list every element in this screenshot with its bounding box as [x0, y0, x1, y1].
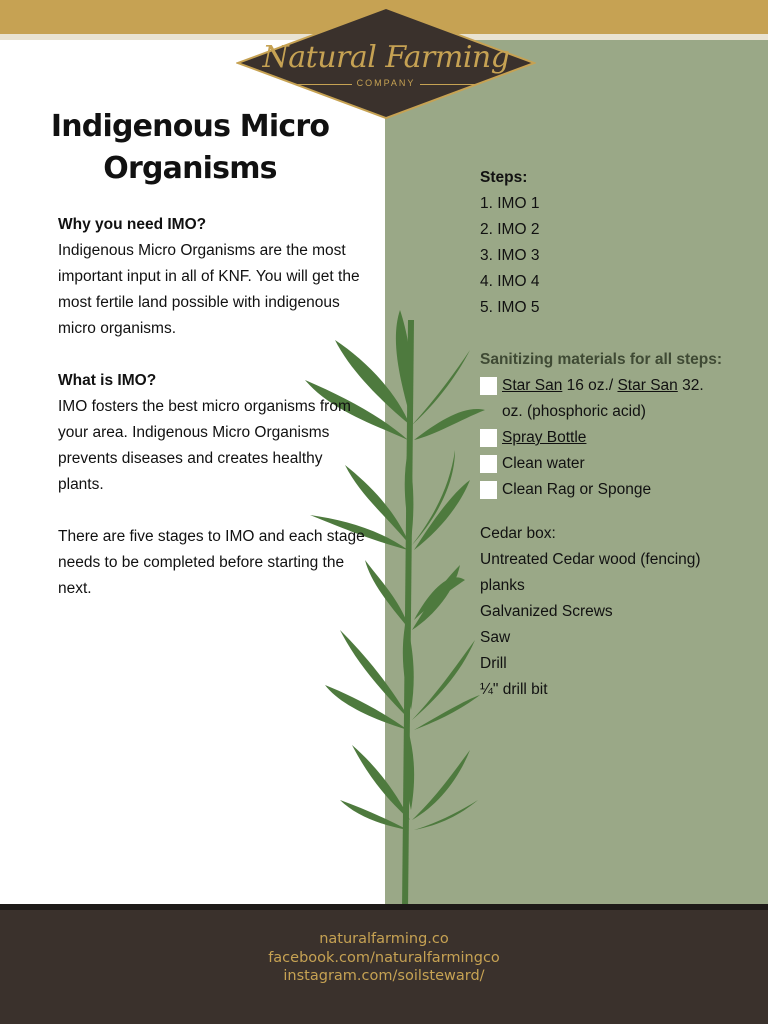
logo-title: Natural Farming [262, 40, 510, 75]
star-san-line-2: oz. (phosphoric acid) [502, 403, 646, 420]
checklist-item-clean-water [480, 451, 750, 477]
page-title [40, 106, 340, 190]
cedar-item: Saw [480, 629, 511, 646]
left-column [58, 212, 368, 602]
step-item: 5. IMO 5 [480, 299, 540, 316]
checklist-item-star-san [480, 373, 750, 399]
footer-facebook-link[interactable]: facebook.com/naturalfarmingco [268, 949, 500, 966]
checklist-item-spray-bottle [480, 425, 750, 451]
clean-rag-label: Clean Rag or Sponge [502, 481, 652, 498]
cedar-heading: Cedar box: [480, 525, 556, 542]
right-column [480, 165, 750, 703]
footer-instagram-link[interactable]: instagram.com/soilsteward/ [283, 968, 485, 984]
step-item: 3. IMO 3 [480, 247, 540, 264]
star-san-link-2[interactable]: Star San [617, 377, 678, 394]
checkbox-clean-water[interactable] [480, 455, 497, 473]
stages-body: There are five stages to IMO and each stage needs to be completed before starting the next. [58, 528, 365, 597]
clean-water-label: Clean water [502, 455, 585, 472]
star-san-mid: 16 oz./ [562, 377, 618, 394]
star-san-end: 32. [677, 377, 704, 394]
what-heading: What is IMO? [58, 372, 157, 389]
cedar-item: planks [480, 577, 525, 594]
step-item: 2. IMO 2 [480, 221, 540, 238]
logo-subtitle: COMPANY [356, 78, 416, 88]
sanitizing-heading: Sanitizing materials for all steps: [480, 351, 723, 368]
step-item: 1. IMO 1 [480, 195, 540, 212]
title-line-1: Indigenous Micro [50, 109, 330, 144]
why-heading: Why you need IMO? [58, 216, 207, 233]
cedar-item: Untreated Cedar wood (fencing) [480, 551, 701, 568]
checkbox-spray-bottle[interactable] [480, 429, 497, 447]
what-body: IMO fosters the best micro organisms from your area. Indigenous Micro Organisms prevents diseases and creates healthy plants. [58, 398, 351, 493]
steps-heading: Steps: [480, 169, 528, 186]
title-line-2: Organisms [103, 151, 277, 186]
cedar-item: ¼" drill bit [480, 681, 548, 698]
step-item: 4. IMO 4 [480, 273, 540, 290]
steps-list [480, 191, 750, 321]
spray-bottle-link[interactable]: Spray Bottle [502, 429, 587, 446]
cedar-item: Drill [480, 655, 507, 672]
star-san-link-1[interactable]: Star San [502, 377, 563, 394]
footer-website-link[interactable]: naturalfarming.co [319, 931, 449, 947]
why-body: Indigenous Micro Organisms are the most important input in all of KNF. You will get the most fertile land possible with indigenous micro organisms. [58, 242, 360, 337]
footer-links [0, 930, 768, 986]
cedar-item: Galvanized Screws [480, 603, 613, 620]
checkbox-clean-rag[interactable] [480, 481, 497, 499]
checklist-item-clean-rag [480, 477, 750, 503]
checkbox-star-san[interactable] [480, 377, 497, 395]
